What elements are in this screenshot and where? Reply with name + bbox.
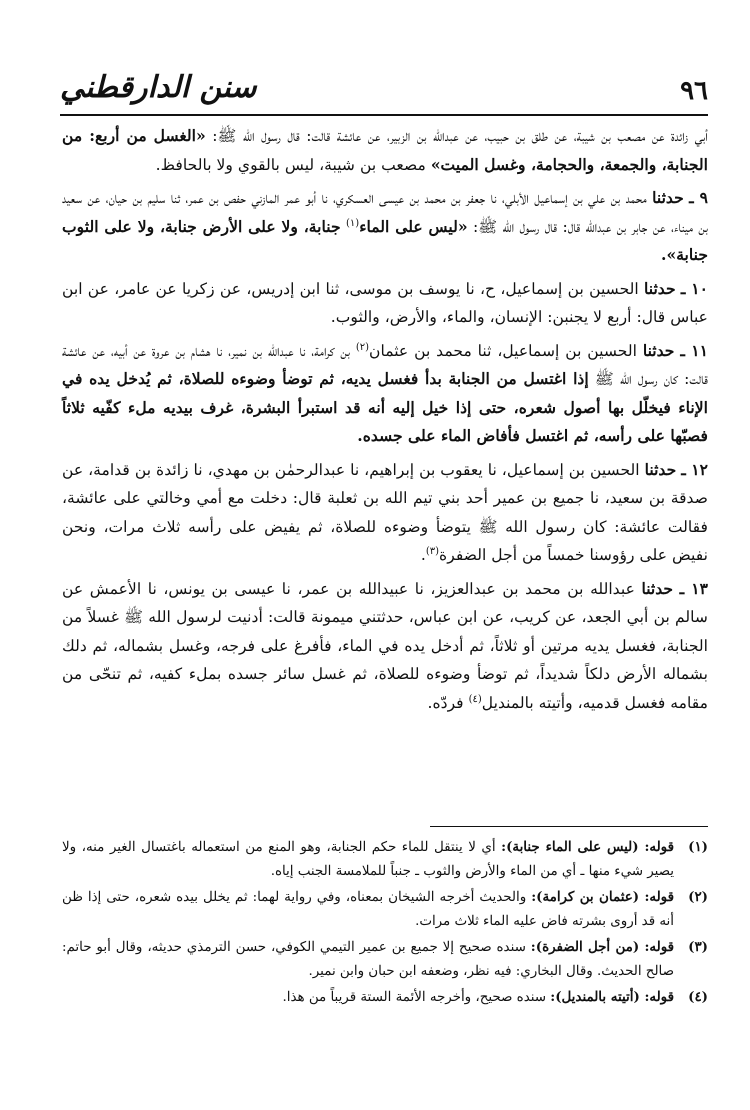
hadith-11: ١١ ـ حدثنا الحسين بن إسماعيل، ثنا محمد بن عثمان$^{(٢)}$ بن كرامة، نا عبدالله بن نمير، نا هشام بن عروة عن أبيه، عن عائشة قالت: كان رسول الله ﷺ إذا اغتسل من الجنابة بدأ فغسل يديه، ثم توضأ وضوءه للصلاة، ثم يُدخل يده في الإناء فيخلّل بها أصول شعره، حتى إذا خيل إليه أنه قد استبرأ البشرة، غرف بيديه ملء كفّيه ثلاثاً فصبّها على رأسه، ثم اغتسل فأفاض الماء على جسده.: [62, 340, 708, 445]
paragraph-continuation: أبي زائدة عن مصعب بن شيبة، عن طلق بن حبيب، عن عبدالله بن الزبير، عن عائشة قالت: قال رسول الله ﷺ: «الغسل من أربع: من الجنابة، والجمعة، والحجامة، وغسل الميت» مصعب بن شيبة، ليس بالقوي ولا بالحافظ.: [62, 126, 708, 174]
footnote-2: [62, 886, 708, 933]
main-text: [62, 122, 708, 717]
footnote-head: قوله: (ليس على الماء جنابة):: [501, 839, 674, 855]
hadith-text: جنابة، ولا على الأرض جنابة، ولا على الثوب جنابة».: [62, 216, 708, 264]
page-number: ٩٦: [680, 76, 708, 106]
page-header: [60, 70, 708, 112]
footnote-reference[interactable]: (٤): [468, 693, 482, 705]
hadith-number: ١٠ ـ: [680, 278, 708, 298]
footnote-head: قوله: (أتيته بالمنديل):: [550, 989, 674, 1005]
footnote-reference[interactable]: (١): [346, 217, 360, 229]
book-title: سنن الدارقطني: [60, 70, 257, 105]
hadith-text: يتوضأ وضوءه للصلاة، ثم يفيض على رأسه ثلاث مرات، ونحن نفيض على رؤوسنا خمساً من أجل الضفرة: [62, 517, 708, 564]
hadith-text: «ليس على الماء: [359, 216, 468, 236]
hadith-text: إذا اغتسل من الجنابة بدأ فغسل يديه، ثم توضأ وضوءه للصلاة، ثم يُدخل يده في الإناء فيخلّل بها أصول شعره، حتى إذا خيل إليه أنه قد استبرأ البشرة، غرف بيديه ملء كفّيه ثلاثاً فصبّها على رأسه، ثم اغتسل فأفاض الماء على جسده.: [62, 369, 708, 445]
footnote-number: (٣): [688, 939, 708, 955]
footnote-text: والحديث أخرجه الشيخان بمعناه، وفي رواية لهما: ثم يخلل بيده شعره، حتى إذا ظن أنه قد أروى بشرته فاض عليه الماء ثلاث مرات.: [62, 890, 674, 929]
hadith-10: ١٠ ـ حدثنا الحسين بن إسماعيل، ح، نا يوسف بن موسى، ثنا ابن إدريس، عن زكريا عن عامر، عن ابن عباس قال: أربع لا يجنبن: الإنسان، والماء، والأرض، والثوب.: [62, 278, 708, 326]
footnote-reference[interactable]: (٣): [425, 545, 440, 557]
footnote-number: (٤): [688, 989, 708, 1005]
hadith-number: ١٣ ـ: [679, 578, 708, 598]
hadith-number: ١١ ـ: [680, 340, 708, 360]
footnote-1: [62, 836, 708, 883]
header-divider: [60, 114, 708, 116]
hadith-number: ١٢ ـ: [681, 459, 708, 479]
footnote-number: (١): [688, 839, 708, 855]
hadith-9: ٩ ـ حدثنا محمد بن علي بن إسماعيل الأبلي، نا جعفر بن محمد بن عيسى العسكري، نا أبو عمر المازني حفص بن عمر، ثنا سليم بن حيان، عن سعيد بن ميناء، عن جابر بن عبدالله قال: قال رسول الله ﷺ: «ليس على الماء$^{(١)}$ جنابة، ولا على الأرض جنابة، ولا على الثوب جنابة».: [62, 188, 709, 264]
footnote-reference[interactable]: (٢): [355, 341, 369, 353]
footnote-text: سنده صحيح، وأخرجه الأئمة الستة قريباً من هذا.: [282, 990, 546, 1005]
footnote-3: [62, 936, 708, 983]
footnote-divider: [430, 826, 708, 827]
hadith-text: أدنيت لرسول الله ﷺ غسلاً من الجنابة، فغسل يديه مرتين أو ثلاثاً، ثم أدخل يده في الماء، فأفرغ على فرجه، وغسل بشماله، ثم دلك بشماله الأرض دلكاً شديداً، ثم توضأ وضوءه للصلاة، ثم غسل سائر جسده بملء كفيه، ثم تنحّى من مقامه فغسل قدميه، وأتيته بالمنديل: [62, 608, 708, 712]
footnote-head: قوله: (من أجل الضفرة):: [530, 939, 675, 955]
hadith-12: ١٢ ـ حدثنا الحسين بن إسماعيل، نا يعقوب بن إبراهيم، نا عبدالرحمٰن بن مهدي، نا زائدة بن قدامة، عن صدقة بن سعيد، نا جميع بن عمير أحد بني تيم الله بن ثعلبة قال: دخلت مع أمي وخالتي على عائشة، فقالت عائشة: كان رسول الله ﷺ يتوضأ وضوءه للصلاة، ثم يفيض على رأسه ثلاث مرات، ونحن نفيض على رؤوسنا خمساً من أجل الضفرة$^{(٣)}$.: [62, 459, 708, 564]
hadith-number: ٩ ـ: [689, 188, 709, 207]
footnote-4: [62, 986, 708, 1010]
footnote-text: سنده صحيح إلا جميع بن عمير التيمي الكوفي، حسن الترمذي حديثه، وقال أبو حاتم: صالح الحديث. وقال البخاري: فيه نظر، وضعفه ابن حبان وابن نمير.: [62, 940, 674, 979]
footnotes: [62, 836, 708, 1013]
footnote-head: قوله: (عثمان بن كرامة):: [531, 889, 674, 905]
footnote-number: (٢): [688, 889, 708, 905]
footnote-text: أي لا ينتقل للماء حكم الجنابة، وهو المنع من استعماله باغتسال الغير منه، ولا يصير شيء منها ـ أي من الماء والأرض والثوب ـ جنباً للملامسة الجنب إياه.: [62, 840, 674, 879]
hadith-text: «الغسل من أربع: من الجنابة، والجمعة، والحجامة، وغسل الميت»: [62, 126, 708, 174]
hadith-13: ١٣ ـ حدثنا عبدالله بن محمد بن عبدالعزيز، نا عبيدالله بن عمر، نا عيسى بن يونس، نا الأعمش عن سالم بن أبي الجعد، عن كريب، عن ابن عباس، حدثتني ميمونة قالت: أدنيت لرسول الله ﷺ غسلاً من الجنابة، فغسل يديه مرتين أو ثلاثاً، ثم أدخل يده في الماء، فأفرغ على فرجه، وغسل بشماله، ثم دلك بشماله الأرض دلكاً شديداً، ثم توضأ وضوءه للصلاة، ثم غسل سائر جسده بملء كفيه، ثم تنحّى من مقامه فغسل قدميه، وأتيته بالمنديل$^{(٤)}$ فردّه.: [62, 578, 708, 712]
